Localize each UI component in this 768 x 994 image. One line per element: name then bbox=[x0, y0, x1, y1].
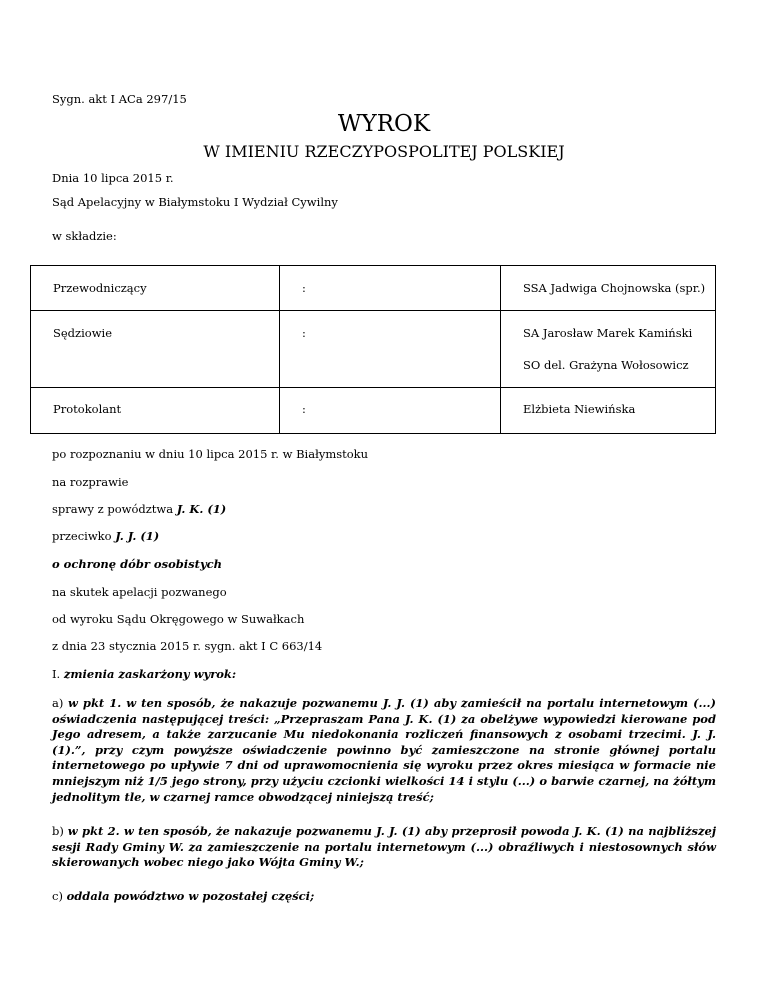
clerk-name: Elżbieta Niewińska bbox=[523, 402, 636, 416]
hearing-line: po rozpoznaniu w dniu 10 lipca 2015 r. w Białymstoku bbox=[52, 447, 369, 461]
role-presiding: Przewodniczący bbox=[53, 281, 147, 295]
point-a: a) w pkt 1. w ten sposób, że nakazuje pozwanemu J. J. (1) aby zamieścił na portalu internetowym (...) oświadczenia następującej treści: „Przepraszam Pana J. K. (1) za obelżywe wypowiedzi kierowane pod Jego adresem, a także zarzucanie Mu niedokonania rozliczeń finansowych z osobami trzecimi. J. J. (1).”, przy czym powyższe oświadczenie powinno być zamieszczone na stronie głównej portalu internetowego po upływie 7 dni od uprawomocnienia się wyroku przez okres miesiąca w formacie nie mniejszym niż 1/5 jego strony, przy użyciu czcionki wielkości 14 i stylu (...) o barwie czarnej, na żółtym jednolitym tle, w czarnej ramce obwodzącej niniejszą treść; bbox=[52, 696, 716, 804]
composition-table bbox=[30, 265, 716, 434]
table-row bbox=[31, 266, 716, 311]
document-subtitle: W IMIENIU RZECZYPOSPOLITEJ POLSKIEJ bbox=[203, 142, 565, 161]
separator: : bbox=[302, 326, 306, 340]
point-c-text: oddala powództwo w pozostałej części; bbox=[66, 889, 315, 903]
case-subject: o ochronę dóbr osobistych bbox=[52, 557, 222, 571]
case-reference: Sygn. akt I ACa 297/15 bbox=[52, 92, 187, 106]
composition-label: w składzie: bbox=[52, 229, 117, 243]
point-b-text: w pkt 2. w ten sposób, że nakazuje pozwanemu J. J. (1) aby przeprosił powoda J. K. (1) na najbliższej sesji Rady Gminy W. za zamieszczenie na portalu internetowym (...) obraźliwych i niestosownych słów skierowanych wobec niego jako Wójta Gminy W.; bbox=[52, 824, 716, 870]
plaintiff-name: J. K. (1) bbox=[176, 502, 227, 516]
role-clerk: Protokolant bbox=[53, 402, 122, 416]
lower-court-date: z dnia 23 stycznia 2015 r. sygn. akt I C 663/14 bbox=[52, 639, 323, 653]
table-row bbox=[31, 311, 716, 388]
point-c: c) oddala powództwo w pozostałej części; bbox=[52, 889, 315, 903]
separator: : bbox=[302, 281, 306, 295]
table-row bbox=[31, 388, 716, 434]
role-judges: Sędziowie bbox=[53, 326, 113, 340]
lower-court-line: od wyroku Sądu Okręgowego w Suwałkach bbox=[52, 612, 305, 626]
appeal-line: na skutek apelacji pozwanego bbox=[52, 585, 227, 599]
plaintiff-line: sprawy z powództwa J. K. (1) bbox=[52, 502, 227, 516]
judge-name-1: SA Jarosław Marek Kamiński bbox=[523, 326, 693, 340]
hearing-type: na rozprawie bbox=[52, 475, 129, 489]
point-i-text: zmienia zaskarżony wyrok: bbox=[63, 667, 237, 681]
point-i: I. zmienia zaskarżony wyrok: bbox=[52, 667, 237, 681]
date-line: Dnia 10 lipca 2015 r. bbox=[52, 171, 174, 185]
judge-name-2: SO del. Grażyna Wołosowicz bbox=[523, 358, 689, 372]
document-title: WYROK bbox=[337, 111, 431, 137]
point-b: b) w pkt 2. w ten sposób, że nakazuje pozwanemu J. J. (1) aby przeprosił powoda J. K. (1) na najbliższej sesji Rady Gminy W. za zamieszczenie na portalu internetowym (...) obraźliwych i niestosownych słów skierowanych wobec niego jako Wójta Gminy W.; bbox=[52, 824, 716, 870]
separator: : bbox=[302, 402, 306, 416]
presiding-judge-name: SSA Jadwiga Chojnowska (spr.) bbox=[523, 281, 706, 295]
defendant-name: J. J. (1) bbox=[115, 529, 160, 543]
defendant-line: przeciwko J. J. (1) bbox=[52, 529, 160, 543]
point-a-text: w pkt 1. w ten sposób, że nakazuje pozwanemu J. J. (1) aby zamieścił na portalu internetowym (...) oświadczenia następującej treści: „Przepraszam Pana J. K. (1) za obelżywe wypowiedzi kierowane pod Jego adresem, a także zarzucanie Mu niedokonania rozliczeń finansowych z osobami trzecimi. J. J. (1).”, przy czym powyższe oświadczenie powinno być zamieszczone na stronie głównej portalu internetowego po upływie 7 dni od uprawomocnienia się wyroku przez okres miesiąca w formacie nie mniejszym niż 1/5 jego strony, przy użyciu czcionki wielkości 14 i stylu (...) o barwie czarnej, na żółtym jednolitym tle, w czarnej ramce obwodzącej niniejszą treść; bbox=[52, 696, 716, 804]
court-name: Sąd Apelacyjny w Białymstoku I Wydział Cywilny bbox=[52, 195, 338, 209]
